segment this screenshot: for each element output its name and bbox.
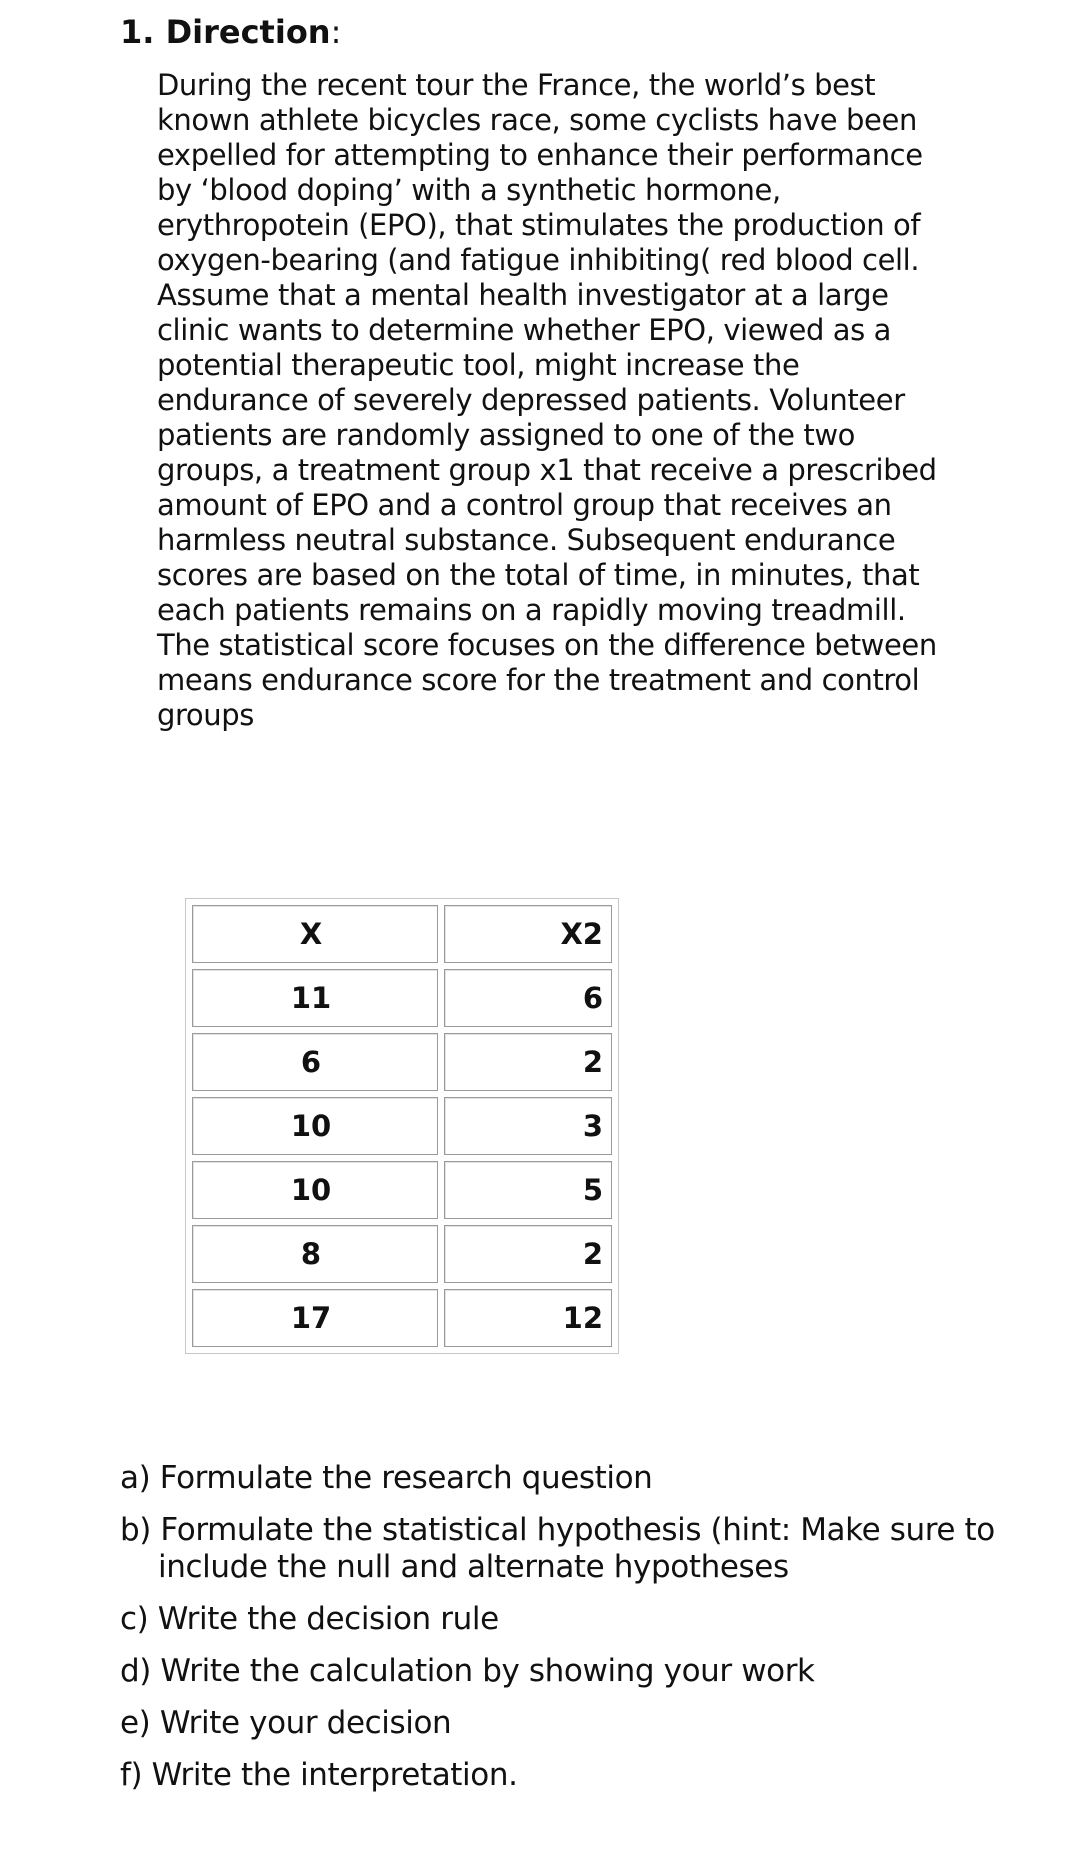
passage-line: known athlete bicycles race, some cyclists have been — [157, 103, 917, 137]
passage-line: Assume that a mental health investigator at a large — [157, 278, 889, 312]
question-item — [120, 1653, 1050, 1690]
table-cell-x2: 2 — [444, 1033, 612, 1091]
passage-line: means endurance score for the treatment and control — [157, 663, 920, 697]
passage-line: potential therapeutic tool, might increase the — [157, 348, 800, 382]
passage-line: scores are based on the total of time, in minutes, that — [157, 558, 920, 592]
table-cell-x2: 3 — [444, 1097, 612, 1155]
column-header-x2: X2 — [444, 905, 612, 963]
question-list — [120, 1460, 1050, 1809]
passage-line: clinic wants to determine whether EPO, viewed as a — [157, 313, 892, 347]
table-cell-x: 8 — [192, 1225, 438, 1283]
table-cell-x2: 5 — [444, 1161, 612, 1219]
table-row — [192, 969, 612, 1027]
passage-line: groups — [157, 698, 254, 732]
table-row — [192, 1289, 612, 1347]
question-item — [120, 1460, 1050, 1497]
passage-line: harmless neutral substance. Subsequent endurance — [157, 523, 896, 557]
table-row — [192, 1161, 612, 1219]
table-cell-x: 17 — [192, 1289, 438, 1347]
table-cell-x2: 12 — [444, 1289, 612, 1347]
passage-line: oxygen-bearing (and fatigue inhibiting( red blood cell. — [157, 243, 920, 277]
page-title — [120, 12, 341, 52]
table-row — [192, 1033, 612, 1091]
question-text: e) Write your decision — [120, 1705, 452, 1741]
question-item — [120, 1757, 1050, 1794]
table-row — [192, 1097, 612, 1155]
passage-line: During the recent tour the France, the world’s best — [157, 68, 876, 102]
column-header-x: X — [192, 905, 438, 963]
table-row — [192, 1225, 612, 1283]
question-text: c) Write the decision rule — [120, 1601, 499, 1637]
heading-colon: : — [330, 13, 342, 51]
question-text: b) Formulate the statistical hypothesis (hint: Make sure to include the null and alternate hypotheses — [120, 1512, 995, 1585]
passage-line: by ‘blood doping’ with a synthetic hormone, — [157, 173, 781, 207]
question-item — [120, 1601, 1050, 1638]
table-cell-x: 6 — [192, 1033, 438, 1091]
question-text: f) Write the interpretation. — [120, 1757, 518, 1793]
table-cell-x2: 6 — [444, 969, 612, 1027]
passage-line: patients are randomly assigned to one of the two — [157, 418, 855, 452]
table-cell-x: 11 — [192, 969, 438, 1027]
table-cell-x: 10 — [192, 1161, 438, 1219]
question-text: a) Formulate the research question — [120, 1460, 653, 1496]
passage-line: groups, a treatment group x1 that receive a prescribed — [157, 453, 937, 487]
passage-line: expelled for attempting to enhance their performance — [157, 138, 923, 172]
passage-line: endurance of severely depressed patients. Volunteer — [157, 383, 905, 417]
passage-line: erythropotein (EPO), that stimulates the production of — [157, 208, 921, 242]
data-table — [185, 898, 619, 1354]
passage-line: each patients remains on a rapidly moving treadmill. — [157, 593, 906, 627]
passage-line: amount of EPO and a control group that receives an — [157, 488, 892, 522]
question-item — [120, 1705, 1050, 1742]
direction-passage — [157, 68, 1017, 733]
question-item — [120, 1512, 1050, 1586]
table-cell-x: 10 — [192, 1097, 438, 1155]
table-cell-x2: 2 — [444, 1225, 612, 1283]
table-header-row — [192, 905, 612, 963]
passage-line: The statistical score focuses on the difference between — [157, 628, 937, 662]
question-text: d) Write the calculation by showing your work — [120, 1653, 815, 1689]
direction-heading: 1. Direction — [120, 13, 331, 51]
